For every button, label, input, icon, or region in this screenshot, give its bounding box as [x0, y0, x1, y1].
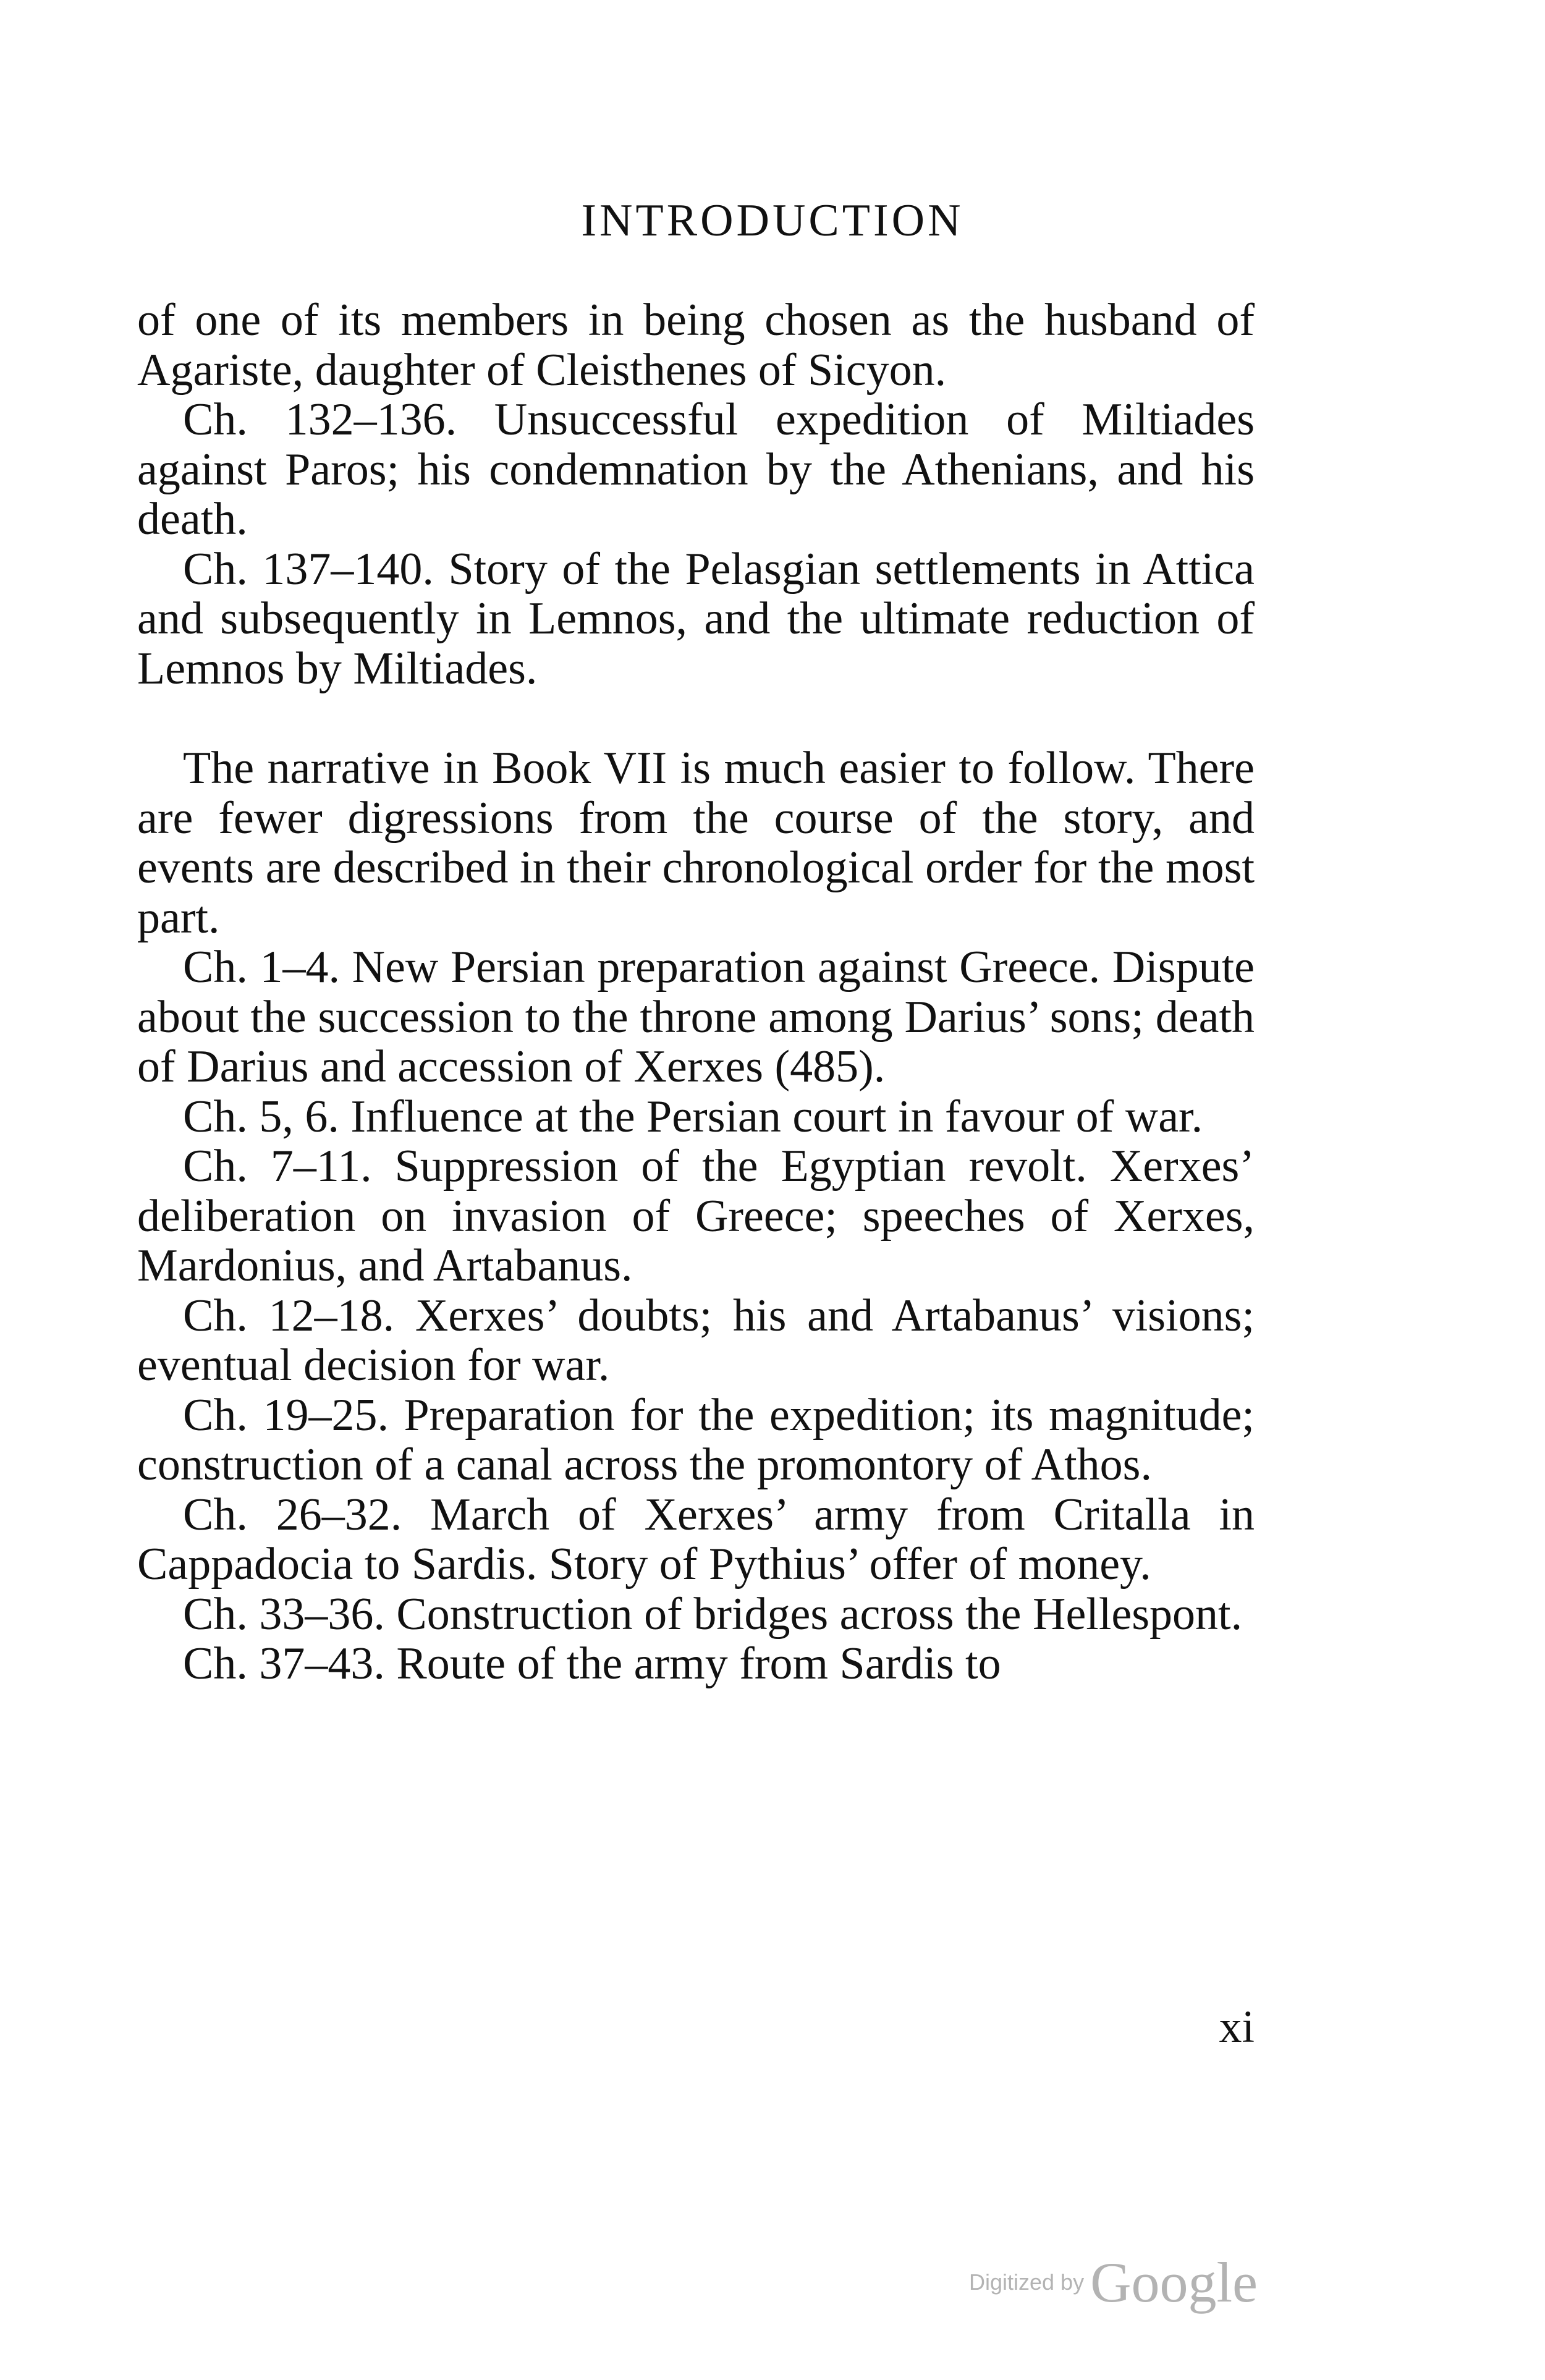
- book-vii-intro-paragraph: The narrative in Book VII is much easier to follow. There are fewer digressions from the course of the story, and events are described in their chronological order for the most part.: [137, 743, 1255, 943]
- chapter-entry-37-43: Ch. 37–43. Route of the army from Sardis to: [183, 1638, 1001, 1689]
- chapter-entry-19-25: Ch. 19–25. Preparation for the expedition; its magnitude; construction of a canal across the promontory of Athos.: [137, 1389, 1255, 1490]
- running-head: INTRODUCTION: [581, 195, 964, 246]
- body-text: [137, 295, 1255, 1689]
- page-number: xi: [1219, 2002, 1255, 2052]
- chapter-entry-132-136: Ch. 132–136. Unsuccessful expedition of Miltiades against Paros; his condemnation by the Athenians, and his death.: [137, 394, 1255, 544]
- google-logo: Google: [1090, 2251, 1258, 2314]
- chapter-entry-5-6: Ch. 5, 6. Influence at the Persian court in favour of war.: [183, 1091, 1203, 1142]
- chapter-entry-12-18: Ch. 12–18. Xerxes’ doubts; his and Artabanus’ visions; eventual decision for war.: [137, 1290, 1255, 1391]
- chapter-entry-26-32: Ch. 26–32. March of Xerxes’ army from Critalla in Cappadocia to Sardis. Story of Pythius’ offer of money.: [137, 1489, 1255, 1590]
- chapter-entry-33-36: Ch. 33–36. Construction of bridges across the Hellespont.: [183, 1588, 1243, 1640]
- chapter-entry-7-11: Ch. 7–11. Suppression of the Egyptian revolt. Xerxes’ deliberation on invasion of Greece; speeches of Xerxes, Mardonius, and Artabanus.: [137, 1141, 1255, 1291]
- chapter-entry-137-140: Ch. 137–140. Story of the Pelasgian settlements in Attica and subsequently in Lemnos, and the ultimate reduction of Lemnos by Miltiades.: [137, 543, 1255, 694]
- watermark-prefix: Digitized by: [969, 2269, 1085, 2295]
- digitized-by-watermark: [969, 2250, 1258, 2315]
- chapter-entry-1-4: Ch. 1–4. New Persian preparation against Greece. Dispute about the succession to the throne among Darius’ sons; death of Darius and accession of Xerxes (485).: [137, 942, 1255, 1092]
- continuation-paragraph: of one of its members in being chosen as the husband of Agariste, daughter of Cleisthenes of Sicyon.: [137, 295, 1255, 396]
